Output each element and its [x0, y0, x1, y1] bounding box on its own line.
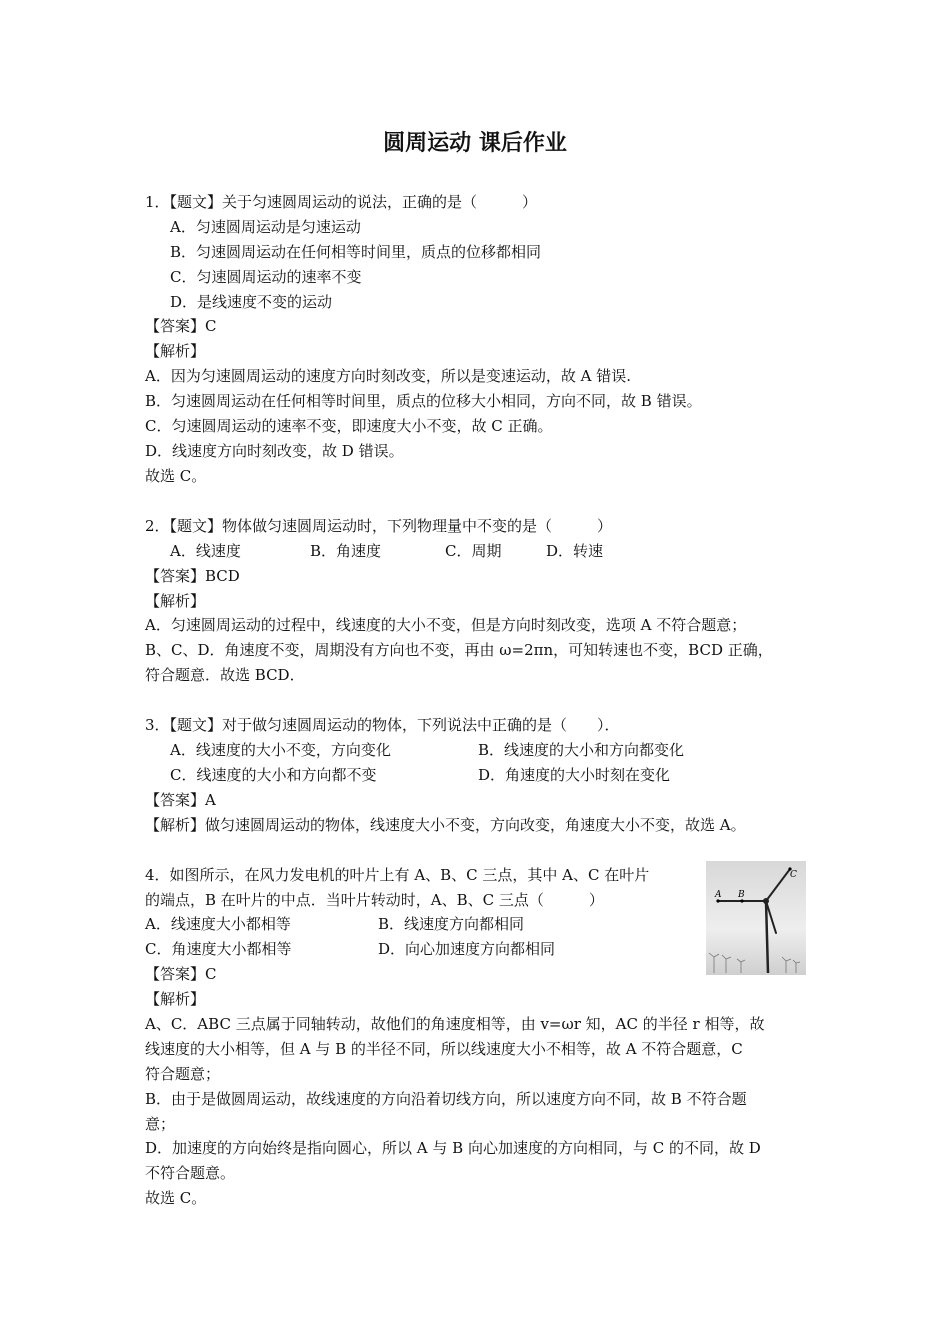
q2-analysis-line: 符合题意．故选 BCD．: [145, 666, 305, 684]
q3-analysis: 【解析】做匀速圆周运动的物体，线速度大小不变，方向改变，角速度大小不变，故选 A。: [145, 816, 746, 834]
q1-analysis-label: 【解析】: [145, 342, 206, 360]
page-title: 圆周运动 课后作业: [383, 131, 567, 156]
q1-option-c: C．匀速圆周运动的速率不变: [170, 268, 362, 286]
q3-option-b: B．线速度的大小和方向都变化: [478, 741, 685, 759]
wind-turbine-figure: [706, 861, 806, 975]
label-c: C: [790, 870, 797, 880]
q4-analysis-label: 【解析】: [145, 990, 206, 1008]
label-b: B: [738, 890, 745, 900]
q4-option-d: D．向心加速度方向都相同: [378, 940, 556, 958]
q1-analysis-line: B．匀速圆周运动在任何相等时间里，质点的位移大小相同，方向不同，故 B 错误。: [145, 392, 702, 410]
q4-option-a: A．线速度大小都相等: [145, 915, 291, 933]
q3-option-c: C．线速度的大小和方向都不变: [170, 766, 377, 784]
q4-option-b: B．线速度方向都相同: [378, 915, 525, 933]
q2-analysis-line: A．匀速圆周运动的过程中，线速度的大小不变，但是方向时刻改变，选项 A 不符合题意；: [145, 616, 747, 634]
q4-analysis-line: D．加速度的方向始终是指向圆心，所以 A 与 B 向心加速度的方向相同，与 C 的不同，故 D: [145, 1139, 761, 1157]
q4-analysis-line: 不符合题意。: [145, 1164, 236, 1182]
q3-option-a: A．线速度的大小不变，方向变化: [170, 741, 391, 759]
q4-analysis-line: A、C．ABC 三点属于同轴转动，故他们的角速度相等，由 v=ωr 知，AC 的半径 r 相等，故: [145, 1015, 765, 1033]
q4-analysis-line: 意；: [145, 1115, 176, 1133]
q2-option-c: C．周期: [445, 542, 502, 560]
q4-analysis-line: 线速度的大小相等，但 A 与 B 的半径不同，所以线速度大小不相等，故 A 不符合题意，C: [145, 1040, 743, 1058]
label-a: A: [715, 890, 722, 900]
q2-option-d: D．转速: [546, 542, 604, 560]
turbine-hub: [763, 898, 769, 904]
q2-stem: 2．【题文】物体做匀速圆周运动时，下列物理量中不变的是（ ）: [145, 517, 613, 535]
q2-analysis-label: 【解析】: [145, 592, 206, 610]
q2-option-a: A．线速度: [170, 542, 241, 560]
q3-stem: 3．【题文】对于做匀速圆周运动的物体，下列说法中正确的是（ ）．: [145, 716, 620, 734]
q2-option-b: B．角速度: [310, 542, 382, 560]
q4-stem-line2: 的端点，B 在叶片的中点．当叶片转动时，A、B、C 三点（ ）: [145, 891, 604, 909]
q1-stem: 1．【题文】关于匀速圆周运动的说法，正确的是（ ）: [145, 193, 538, 211]
q3-option-d: D．角速度的大小时刻在变化: [478, 766, 671, 784]
q2-analysis-line: B、C、D．角速度不变，周期没有方向也不变，再由 ω=2πn，可知转速也不变，BCD 正确，: [145, 641, 773, 659]
q1-answer: 【答案】C: [145, 317, 217, 335]
q1-analysis-line: D．线速度方向时刻改变，故 D 错误。: [145, 442, 404, 460]
q1-option-b: B．匀速圆周运动在任何相等时间里，质点的位移都相同: [170, 243, 542, 261]
q4-answer: 【答案】C: [145, 965, 217, 983]
q1-option-a: A．匀速圆周运动是匀速运动: [170, 218, 361, 236]
q2-answer: 【答案】BCD: [145, 567, 240, 585]
q1-option-d: D．是线速度不变的运动: [170, 293, 333, 311]
q3-answer: 【答案】A: [145, 791, 216, 809]
q1-analysis-line: C．匀速圆周运动的速率不变，即速度大小不变，故 C 正确。: [145, 417, 553, 435]
q4-stem-line1: 4．如图所示，在风力发电机的叶片上有 A、B、C 三点，其中 A、C 在叶片: [145, 866, 650, 884]
q4-analysis-line: 符合题意；: [145, 1065, 221, 1083]
q4-analysis-line: 故选 C。: [145, 1189, 207, 1207]
q1-analysis-line: 故选 C。: [145, 467, 207, 485]
q1-analysis-line: A．因为匀速圆周运动的速度方向时刻改变，所以是变速运动，故 A 错误.: [145, 367, 631, 385]
q4-option-c: C．角速度大小都相等: [145, 940, 292, 958]
q4-analysis-line: B．由于是做圆周运动，故线速度的方向沿着切线方向，所以速度方向不同，故 B 不符合题: [145, 1090, 747, 1108]
